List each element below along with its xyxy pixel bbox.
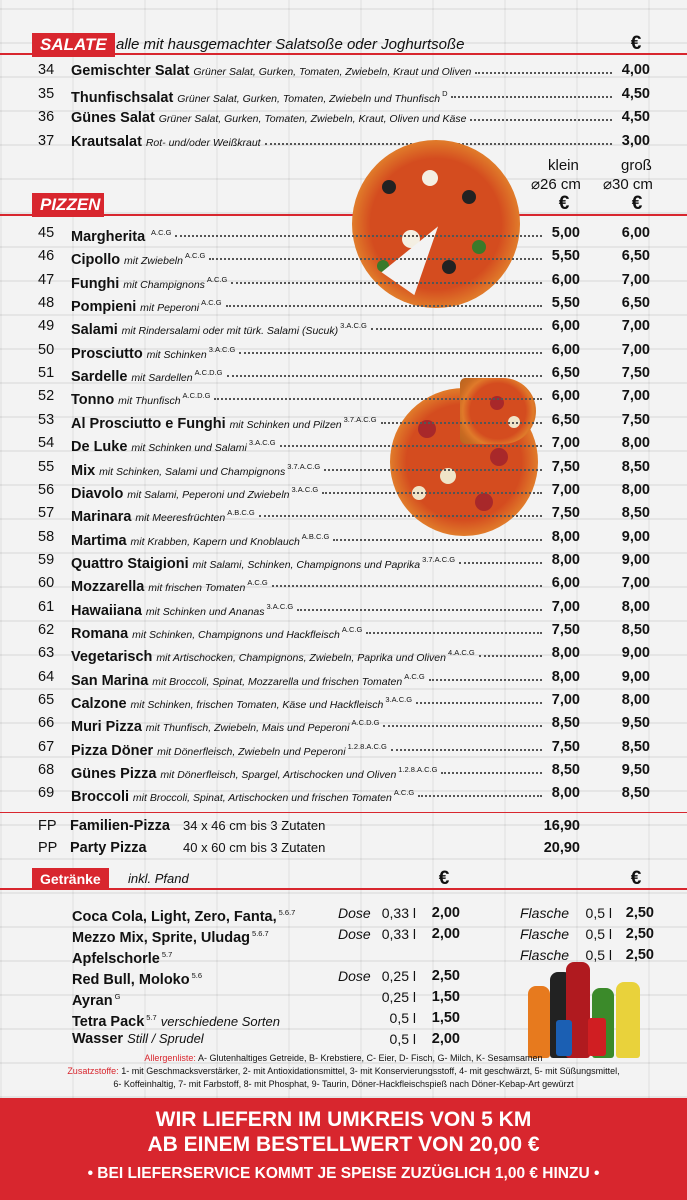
item-description: Rot- und/oder Weißkraut bbox=[145, 136, 261, 149]
item-description: Grüner Salat, Gurken, Tomaten, Zwiebeln und Thunfisch bbox=[177, 92, 441, 105]
container-2: Flasche bbox=[520, 926, 570, 942]
item-price-small: 7,50 bbox=[551, 458, 580, 475]
item-name: Margherita bbox=[71, 229, 146, 245]
item-price-small: 8,00 bbox=[551, 528, 580, 545]
item-name: Hawaiiana bbox=[71, 602, 142, 619]
item-allergens: A.C.G bbox=[247, 578, 268, 588]
item-name: Krautsalat bbox=[71, 133, 142, 150]
pizza-row bbox=[0, 315, 687, 337]
item-price-large: 7,00 bbox=[621, 575, 650, 592]
item-number: 53 bbox=[38, 411, 55, 428]
item-price-large: 9,50 bbox=[621, 715, 650, 732]
container-1: Dose bbox=[338, 968, 371, 984]
additive-text-1: 1- mit Geschmacksverstärker, 2- mit Antioxidationsmittel, 3- mit Konservierungsstoff, 4- mit geschwärzt, 5- mit Süßungsmittel, bbox=[121, 1066, 620, 1076]
volume-2: 0,5 l bbox=[585, 905, 612, 921]
item-number: 48 bbox=[38, 295, 55, 312]
item-number: 47 bbox=[38, 271, 55, 288]
item-price-large: 7,00 bbox=[621, 388, 650, 405]
item-text bbox=[71, 130, 617, 154]
pizza-row bbox=[0, 432, 687, 454]
item-number: 45 bbox=[38, 225, 55, 241]
item-price-small: 6,00 bbox=[551, 318, 580, 335]
item-allergens: 3.7.A.C.G bbox=[343, 414, 377, 424]
drink-row bbox=[0, 902, 687, 924]
item-number: 60 bbox=[38, 575, 55, 592]
item-name: Thunfischsalat bbox=[71, 89, 174, 106]
item-allergens: 1.2.8.A.C.G bbox=[347, 741, 387, 751]
item-price-small: 7,50 bbox=[551, 505, 580, 522]
pizza-row bbox=[0, 456, 687, 478]
item-number: 65 bbox=[38, 692, 55, 708]
item-number: 59 bbox=[38, 551, 55, 568]
item-allergens: 5.6.7 bbox=[252, 929, 269, 938]
pizza-row bbox=[0, 502, 687, 524]
item-price: 20,90 bbox=[543, 840, 580, 856]
salad-row bbox=[0, 83, 687, 105]
item-price-large: 7,00 bbox=[621, 271, 650, 288]
item-description: mit Artischocken, Champignons, Zwiebeln, Paprika und Oliven bbox=[156, 652, 446, 665]
item-description: mit Broccoli, Spinat, Mozzarella und frischen Tomaten bbox=[152, 675, 403, 688]
item-description: Grüner Salat, Gurken, Tomaten, Zwiebeln, Kraut und Oliven bbox=[193, 66, 472, 78]
item-name: Mozzarella bbox=[71, 579, 145, 596]
item-price: 3,00 bbox=[621, 132, 650, 149]
item-description: mit Thunfisch bbox=[118, 395, 181, 408]
item-price-large: 6,50 bbox=[621, 295, 650, 312]
item-price-large: 9,00 bbox=[621, 551, 650, 568]
salad-row bbox=[0, 59, 687, 81]
item-number: 50 bbox=[38, 341, 55, 358]
pizza-row bbox=[0, 245, 687, 267]
item-number: 51 bbox=[38, 365, 55, 382]
price-1: 2,50 bbox=[431, 968, 460, 984]
salads-currency: € bbox=[630, 33, 642, 54]
item-description: mit Dönerfleisch, Zwiebeln und Peperoni bbox=[157, 745, 346, 758]
item-description: mit Krabben, Kapern und Knoblauch bbox=[130, 535, 300, 548]
price-1: 2,00 bbox=[431, 1031, 460, 1047]
item-description: mit Schinken, Salami und Champignons bbox=[99, 465, 286, 478]
item-description: mit Thunfisch, Zwiebeln, Mais und Peperoni bbox=[145, 722, 350, 735]
item-allergens: A.B.C.G bbox=[301, 531, 330, 541]
item-name: Quattro Staigioni bbox=[71, 555, 189, 572]
item-price-small: 5,50 bbox=[551, 248, 580, 265]
container-2: Flasche bbox=[520, 905, 570, 921]
item-price-large: 8,50 bbox=[621, 458, 650, 475]
item-name: Mix bbox=[71, 462, 96, 479]
item-allergens: 3.A.C.G bbox=[291, 484, 319, 494]
item-description: mit Rindersalami oder mit türk. Salami (Sucuk) bbox=[121, 325, 339, 338]
container-1: Dose bbox=[338, 926, 371, 942]
pizza-row bbox=[0, 572, 687, 594]
item-allergens: A.C.D.G bbox=[182, 391, 211, 401]
pizza-row bbox=[0, 385, 687, 407]
item-allergens: A.C.G bbox=[184, 251, 206, 261]
item-description: mit Champignons bbox=[123, 278, 205, 291]
family-row bbox=[0, 837, 687, 859]
item-name: Pompieni bbox=[71, 299, 137, 316]
item-number: 69 bbox=[38, 785, 55, 802]
pizza-row bbox=[0, 642, 687, 664]
item-name: Party Pizza bbox=[70, 840, 147, 856]
item-description: mit Zwiebeln bbox=[124, 255, 183, 268]
item-name: San Marina bbox=[71, 672, 149, 689]
pizza-row bbox=[0, 409, 687, 431]
item-name: Martima bbox=[71, 532, 127, 549]
item-name: Vegetarisch bbox=[71, 649, 153, 666]
item-number: 55 bbox=[38, 458, 55, 475]
item-name: Al Prosciutto e Funghi bbox=[71, 415, 226, 432]
item-description: mit Broccoli, Spinat, Artischocken und frischen Tomaten bbox=[132, 792, 392, 805]
item-allergens: G bbox=[114, 992, 121, 1001]
item-description: mit Schinken bbox=[146, 348, 207, 361]
item-allergens: 1.2.8.A.C.G bbox=[398, 765, 438, 775]
item-allergens: A.C.G bbox=[151, 228, 172, 237]
item-description: mit Sardellen bbox=[131, 372, 193, 385]
item-description: mit Salami, Schinken, Champignons und Paprika bbox=[192, 558, 421, 571]
item-description: 40 x 60 cm bis 3 Zutaten bbox=[183, 840, 326, 855]
item-number: 62 bbox=[38, 621, 55, 638]
item-price-small: 7,00 bbox=[551, 692, 580, 708]
pizza-row bbox=[0, 222, 687, 244]
item-price-small: 7,50 bbox=[551, 738, 580, 755]
item-price-large: 8,50 bbox=[621, 621, 650, 638]
volume-1: 0,5 l bbox=[389, 1010, 416, 1026]
item-price-small: 6,50 bbox=[551, 411, 580, 428]
item-name: Günes Salat bbox=[71, 110, 155, 126]
pizzas-currency-small: € bbox=[558, 193, 570, 214]
item-name: Günes Pizza bbox=[71, 766, 157, 783]
item-price-small: 8,00 bbox=[551, 551, 580, 568]
family-row bbox=[0, 815, 687, 837]
item-description: mit frischen Tomaten bbox=[148, 582, 246, 595]
item-price: 16,90 bbox=[543, 818, 580, 834]
item-price-small: 6,50 bbox=[551, 365, 580, 382]
item-price-small: 6,00 bbox=[551, 575, 580, 592]
volume-1: 0,33 l bbox=[381, 905, 416, 921]
item-allergens: 3.A.C.G bbox=[248, 438, 276, 448]
item-price-large: 7,50 bbox=[621, 411, 650, 428]
item-description: mit Dönerfleisch, Spargel, Artischocken und Oliven bbox=[160, 769, 397, 782]
pizzas-title: PIZZEN bbox=[32, 193, 104, 217]
item-number: 58 bbox=[38, 528, 55, 545]
item-number: 57 bbox=[38, 505, 55, 522]
drinks-currency-2: € bbox=[630, 868, 642, 889]
item-price-large: 8,00 bbox=[621, 481, 650, 498]
pizza-row bbox=[0, 689, 687, 711]
item-description: mit Schinken und Salami bbox=[131, 442, 247, 455]
item-name: Tonno bbox=[71, 392, 115, 409]
item-text bbox=[71, 782, 547, 809]
volume-2: 0,5 l bbox=[585, 947, 612, 963]
item-allergens: A.B.C.G bbox=[227, 508, 255, 518]
item-name: Sardelle bbox=[71, 369, 128, 386]
item-text bbox=[71, 59, 617, 83]
item-name: Apfelschorle bbox=[72, 951, 160, 967]
item-price-large: 8,50 bbox=[621, 505, 650, 522]
volume-1: 0,33 l bbox=[381, 926, 416, 942]
item-code: FP bbox=[38, 818, 57, 834]
item-allergens: A.C.G bbox=[393, 788, 415, 798]
item-price-small: 7,00 bbox=[551, 598, 580, 615]
item-name: Muri Pizza bbox=[71, 719, 142, 736]
pizza-row bbox=[0, 292, 687, 314]
item-name: Romana bbox=[71, 625, 129, 642]
item-name: Diavolo bbox=[71, 485, 124, 502]
item-number: 49 bbox=[38, 318, 55, 335]
item-number: 56 bbox=[38, 481, 55, 498]
item-number: 67 bbox=[38, 738, 55, 755]
item-allergens: 3.7.A.C.G bbox=[422, 554, 456, 564]
pizza-row bbox=[0, 759, 687, 781]
allergen-text: A- Glutenhaltiges Getreide, B- Krebstiere, C- Eier, D- Fisch, G- Milch, K- Sesamsamen bbox=[197, 1053, 543, 1063]
size-large-dim: ⌀30 cm bbox=[603, 176, 653, 193]
item-allergens: 5.6 bbox=[191, 971, 203, 980]
item-price-small: 7,50 bbox=[551, 621, 580, 638]
volume-1: 0,5 l bbox=[389, 1031, 416, 1047]
item-price-small: 8,50 bbox=[551, 762, 580, 779]
item-name: Marinara bbox=[71, 509, 132, 526]
item-number: 64 bbox=[38, 668, 55, 685]
item-price: 4,50 bbox=[621, 85, 650, 102]
item-price-small: 6,00 bbox=[551, 271, 580, 288]
item-price-large: 8,00 bbox=[621, 435, 650, 452]
item-description: mit Schinken, Champignons und Hackfleisch bbox=[132, 628, 340, 641]
container-1: Dose bbox=[338, 905, 371, 921]
item-number: 37 bbox=[38, 132, 55, 149]
item-price-small: 7,00 bbox=[551, 435, 580, 452]
item-allergens: 4.A.C.G bbox=[447, 648, 475, 658]
item-name: Coca Cola, Light, Zero, Fanta, bbox=[72, 909, 277, 925]
item-text bbox=[71, 106, 617, 130]
item-allergens: 3.A.C.G bbox=[266, 601, 294, 611]
pizza-row bbox=[0, 526, 687, 548]
item-number: 34 bbox=[38, 62, 55, 78]
item-allergens: D bbox=[442, 88, 448, 98]
item-name: Gemischter Salat bbox=[71, 63, 190, 79]
volume-1: 0,25 l bbox=[381, 989, 416, 1005]
pizza-row bbox=[0, 339, 687, 361]
item-name: De Luke bbox=[71, 439, 128, 456]
pizza-row bbox=[0, 596, 687, 618]
item-text bbox=[72, 1028, 327, 1050]
pizza-row bbox=[0, 269, 687, 291]
item-price-large: 8,00 bbox=[621, 692, 650, 708]
price-2: 2,50 bbox=[625, 905, 654, 921]
item-allergens: 5.6.7 bbox=[278, 908, 296, 917]
additive-label: Zusatzstoffe: bbox=[67, 1066, 119, 1076]
item-price-large: 9,00 bbox=[621, 645, 650, 662]
price-2: 2,50 bbox=[625, 947, 654, 963]
item-number: 52 bbox=[38, 388, 55, 405]
additive-text-2: 6- Koffeinhaltig, 7- mit Farbstoff, 8- mit Phosphat, 9- Taurin, Döner-Hackfleischspieß nach Döner-Kebap-Art gewürzt bbox=[113, 1079, 574, 1089]
item-price-large: 9,00 bbox=[621, 668, 650, 685]
item-name: Mezzo Mix, Sprite, Uludag bbox=[72, 930, 251, 946]
item-name: Cipollo bbox=[71, 252, 121, 269]
pizzas-currency-large: € bbox=[631, 193, 643, 214]
item-allergens: A.C.G bbox=[206, 274, 228, 284]
item-price-small: 8,00 bbox=[551, 668, 580, 685]
item-price-large: 7,00 bbox=[621, 318, 650, 335]
item-name: Pizza Döner bbox=[71, 742, 154, 759]
item-price-small: 5,00 bbox=[551, 225, 580, 241]
drinks-title: Getränke bbox=[32, 868, 109, 890]
item-name: Broccoli bbox=[71, 789, 130, 806]
item-price-small: 8,00 bbox=[551, 645, 580, 662]
item-price-small: 7,00 bbox=[551, 481, 580, 498]
volume-2: 0,5 l bbox=[585, 926, 612, 942]
item-allergens: 3.7.A.C.G bbox=[287, 461, 321, 471]
item-allergens: 5.7 bbox=[146, 1013, 157, 1022]
volume-1: 0,25 l bbox=[381, 968, 416, 984]
family-divider bbox=[0, 812, 687, 813]
pizza-row bbox=[0, 549, 687, 571]
item-allergens: A.C.D.G bbox=[351, 718, 380, 728]
item-number: 63 bbox=[38, 645, 55, 662]
item-name: Tetra Pack bbox=[72, 1014, 145, 1030]
delivery-banner bbox=[0, 1098, 687, 1200]
item-price-large: 8,50 bbox=[621, 738, 650, 755]
salad-row bbox=[0, 106, 687, 128]
item-number: 54 bbox=[38, 435, 55, 452]
price-1: 1,50 bbox=[431, 989, 460, 1005]
item-allergens: 3.A.C.G bbox=[340, 321, 367, 331]
drinks-note: inkl. Pfand bbox=[128, 871, 189, 886]
item-name: Wasser bbox=[72, 1031, 124, 1047]
item-description: mit Schinken und Pilzen bbox=[229, 418, 342, 431]
item-allergens: 5.7 bbox=[161, 950, 173, 959]
item-number: 61 bbox=[38, 598, 55, 615]
item-name: Red Bull, Moloko bbox=[72, 972, 190, 988]
item-name: Prosciutto bbox=[71, 345, 143, 362]
item-price-small: 6,00 bbox=[551, 388, 580, 405]
item-description: mit Peperoni bbox=[140, 302, 200, 315]
item-price-large: 9,50 bbox=[621, 762, 650, 779]
item-description: mit Meeresfrüchten bbox=[135, 512, 226, 525]
item-allergens: 3.A.C.G bbox=[208, 344, 236, 354]
drinks-currency-1: € bbox=[438, 868, 450, 889]
item-price-large: 8,00 bbox=[621, 598, 650, 615]
price-1: 1,50 bbox=[431, 1010, 460, 1026]
item-price-large: 8,50 bbox=[621, 785, 650, 802]
pizza-row bbox=[0, 712, 687, 734]
price-1: 2,00 bbox=[431, 926, 460, 942]
salads-title: SALATE bbox=[32, 33, 115, 57]
salads-note: alle mit hausgemachter Salatsoße oder Joghurtsoße bbox=[116, 36, 465, 53]
delivery-line-2: AB EINEM BESTELLWERT VON 20,00 € bbox=[147, 1133, 540, 1156]
allergen-legend bbox=[0, 1052, 687, 1091]
pizza-row bbox=[0, 666, 687, 688]
pizza-row bbox=[0, 782, 687, 804]
delivery-line-3: • BEI LIEFERSERVICE KOMMT JE SPEISE ZUZÜGLICH 1,00 € HINZU • bbox=[87, 1165, 600, 1182]
item-name: Familien-Pizza bbox=[70, 818, 170, 834]
drink-row bbox=[0, 923, 687, 945]
price-1: 2,00 bbox=[431, 905, 460, 921]
item-price-small: 6,00 bbox=[551, 341, 580, 358]
item-description: mit Schinken und Ananas bbox=[145, 605, 265, 618]
item-name: Funghi bbox=[71, 275, 120, 292]
item-price-large: 7,00 bbox=[621, 341, 650, 358]
item-price-large: 9,00 bbox=[621, 528, 650, 545]
item-description: mit Schinken, frischen Tomaten, Käse und Hackfleisch bbox=[130, 699, 384, 711]
item-name: Ayran bbox=[72, 993, 113, 1009]
pizza-row bbox=[0, 479, 687, 501]
size-small-dim: ⌀26 cm bbox=[531, 176, 581, 193]
item-price-small: 8,50 bbox=[551, 715, 580, 732]
size-small-label: klein bbox=[548, 157, 579, 174]
pizza-row bbox=[0, 736, 687, 758]
allergen-label: Allergenliste: bbox=[144, 1053, 196, 1063]
item-description: Still / Sprudel bbox=[127, 1031, 204, 1046]
pizza-row bbox=[0, 362, 687, 384]
item-description: 34 x 46 cm bis 3 Zutaten bbox=[183, 818, 326, 833]
salad-row bbox=[0, 130, 687, 152]
item-allergens: 3.A.C.G bbox=[385, 695, 413, 704]
item-price-small: 5,50 bbox=[551, 295, 580, 312]
item-price-small: 8,00 bbox=[551, 785, 580, 802]
item-allergens: A.C.G bbox=[404, 671, 425, 681]
item-number: 66 bbox=[38, 715, 55, 732]
item-allergens: A.C.D.G bbox=[194, 368, 223, 378]
item-price: 4,50 bbox=[621, 109, 650, 125]
container-2: Flasche bbox=[520, 947, 570, 963]
item-number: 35 bbox=[38, 85, 55, 102]
size-large-label: groß bbox=[621, 157, 652, 174]
item-price-large: 6,50 bbox=[621, 248, 650, 265]
item-allergens: A.C.G bbox=[201, 298, 222, 308]
pizza-row bbox=[0, 619, 687, 641]
item-name: Calzone bbox=[71, 696, 127, 712]
item-description: mit Salami, Peperoni und Zwiebeln bbox=[127, 488, 290, 501]
item-number: 68 bbox=[38, 762, 55, 779]
item-description: verschiedene Sorten bbox=[160, 1014, 280, 1029]
item-price-large: 7,50 bbox=[621, 365, 650, 382]
drink-bottles-image bbox=[526, 958, 662, 1062]
price-2: 2,50 bbox=[625, 926, 654, 942]
item-price-large: 6,00 bbox=[621, 225, 650, 241]
item-number: 46 bbox=[38, 248, 55, 265]
item-name: Salami bbox=[71, 322, 118, 339]
item-code: PP bbox=[38, 840, 58, 856]
item-allergens: A.C.G bbox=[341, 624, 363, 634]
delivery-line-1: WIR LIEFERN IM UMKREIS VON 5 KM bbox=[155, 1108, 532, 1131]
item-price: 4,00 bbox=[621, 62, 650, 78]
item-number: 36 bbox=[38, 109, 55, 125]
item-description: Grüner Salat, Gurken, Tomaten, Zwiebeln, Kraut, Oliven und Käse bbox=[158, 113, 467, 125]
